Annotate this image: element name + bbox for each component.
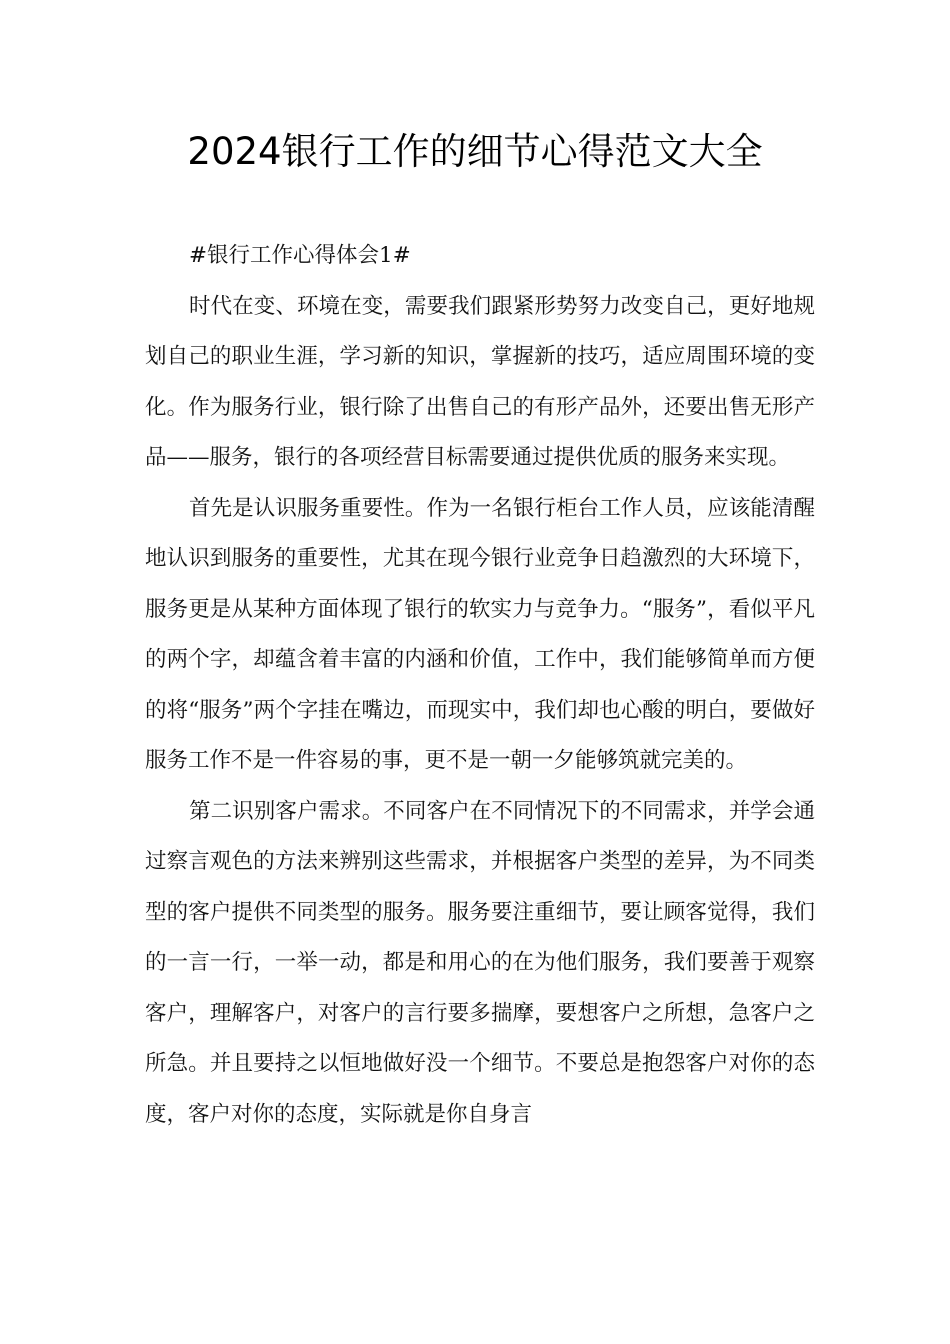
paragraph-1: 时代在变、环境在变，需要我们跟紧形势努力改变自己，更好地规划自己的职业生涯，学习新的知识，掌握新的技巧，适应周围环境的变化。作为服务行业，银行除了出售自己的有形产品外，还要出售无形产品——服务，银行的各项经营目标需要通过提供优质的服务来实现。 <box>145 293 815 470</box>
document-title: 2024银行工作的细节心得范文大全 <box>187 130 763 173</box>
paragraph-2: 首先是认识服务重要性。作为一名银行柜台工作人员，应该能清醒地认识到服务的重要性，尤其在现今银行业竞争日趋激烈的大环境下，服务更是从某种方面体现了银行的软实力与竞争力。“服务”，看似平凡的两个字，却蕴含着丰富的内涵和价值，工作中，我们能够简单而方便的将“服务”两个字挂在嘴边，而现实中，我们却也心酸的明白，要做好服务工作不是一件容易的事，更不是一朝一夕能够筑就完美的。 <box>145 495 815 773</box>
section-heading: #银行工作心得体会1# <box>189 243 411 268</box>
paragraph-3: 第二识别客户需求。不同客户在不同情况下的不同需求，并学会通过察言观色的方法来辨别这些需求，并根据客户类型的差异，为不同类型的客户提供不同类型的服务。服务要注重细节，要让顾客觉得，我们的一言一行，一举一动，都是和用心的在为他们服务，我们要善于观察客户，理解客户，对客户的言行要多揣摩，要想客户之所想，急客户之所急。并且要持之以恒地做好没一个细节。不要总是抱怨客户对你的态度，客户对你的态度，实际就是你自身言 <box>145 798 815 1127</box>
document-body <box>145 231 815 1140</box>
